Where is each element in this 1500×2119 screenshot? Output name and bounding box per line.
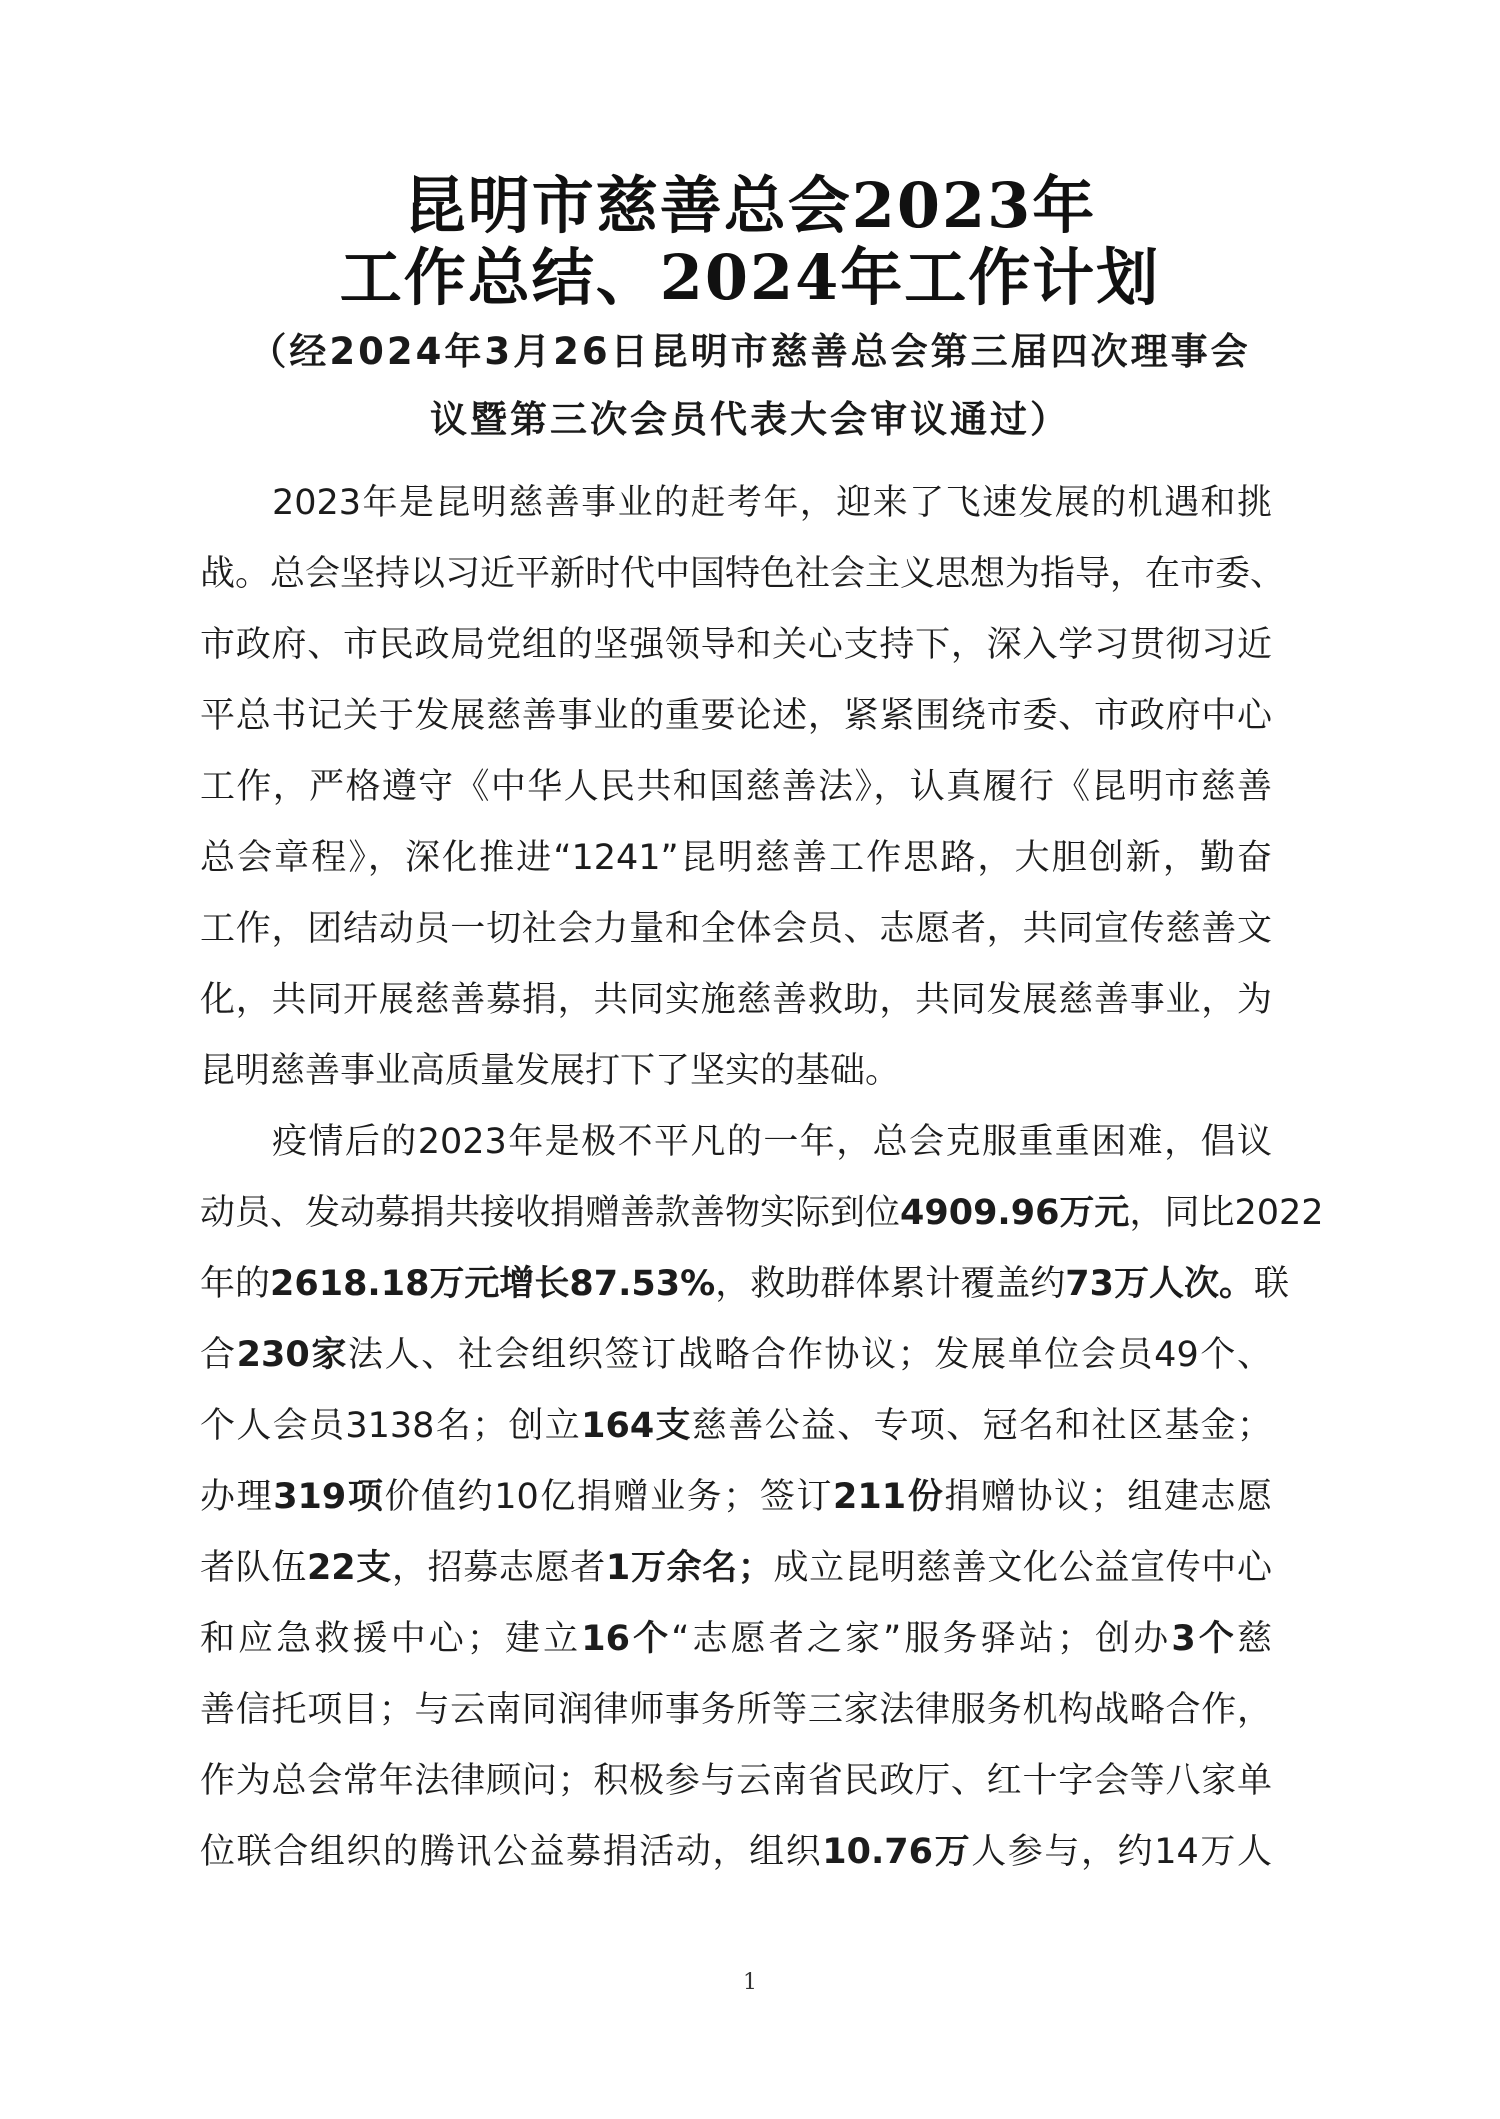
text-run: 合 bbox=[200, 1335, 237, 1375]
highlight-figure: 1万余名； bbox=[605, 1548, 773, 1588]
text-line: 总会章程》，深化推进“1241”昆明慈善工作思路，大胆创新，勤奋 bbox=[200, 838, 1272, 878]
text-line bbox=[0, 1178, 1500, 1249]
highlight-figure: 319项 bbox=[273, 1477, 385, 1517]
text-run: 人参与，约14万人 bbox=[971, 1832, 1272, 1872]
text-run: 价值约10亿捐赠业务；签订 bbox=[384, 1477, 834, 1517]
text-line: 疫情后的2023年是极不平凡的一年，总会克服重重困难，倡议 bbox=[272, 1122, 1272, 1162]
text-run: “志愿者之家”服务驿站；创办 bbox=[671, 1619, 1172, 1659]
text-line: 善信托项目；与云南同润律师事务所等三家法律服务机构战略合作， bbox=[200, 1690, 1272, 1730]
text-run: 办理 bbox=[200, 1477, 274, 1517]
text-line: 2023年是昆明慈善事业的赶考年，迎来了飞速发展的机遇和挑 bbox=[272, 483, 1272, 523]
subtitle-line-1: （经2024年3月26日昆明市慈善总会第三届四次理事会 bbox=[249, 330, 1251, 373]
highlight-figure: 164支 bbox=[581, 1406, 692, 1446]
text-run: 位联合组织的腾讯公益募捐活动，组织 bbox=[200, 1832, 823, 1872]
text-line: 工作，团结动员一切社会力量和全体会员、志愿者，共同宣传慈善文 bbox=[200, 909, 1272, 949]
subtitle-line-2: 议暨第三次会员代表大会审议通过） bbox=[430, 398, 1070, 441]
title-line-1: 昆明市慈善总会2023年 bbox=[403, 169, 1097, 242]
text-line bbox=[0, 1391, 1500, 1462]
text-line bbox=[0, 1533, 1500, 1604]
page-number: 1 bbox=[743, 1970, 757, 1995]
text-line bbox=[0, 1604, 1500, 1675]
document-subtitle bbox=[0, 318, 1500, 454]
highlight-figure: 211份 bbox=[833, 1477, 945, 1517]
text-run: 者队伍 bbox=[200, 1548, 307, 1588]
document-body bbox=[0, 468, 1500, 1888]
title-line-2: 工作总结、2024年工作计划 bbox=[339, 241, 1161, 314]
text-line: 平总书记关于发展慈善事业的重要论述，紧紧围绕市委、市政府中心 bbox=[200, 696, 1272, 736]
highlight-figure: 4909.96万元 bbox=[900, 1193, 1130, 1233]
text-line bbox=[0, 1320, 1500, 1391]
text-run: 捐赠协议；组建志愿 bbox=[944, 1477, 1273, 1517]
text-run: 慈善公益、专项、冠名和社区基金； bbox=[691, 1406, 1272, 1446]
text-line: 市政府、市民政局党组的坚强领导和关心支持下，深入学习贯彻习近 bbox=[200, 625, 1272, 665]
text-line: 作为总会常年法律顾问；积极参与云南省民政厅、红十字会等八家单 bbox=[200, 1761, 1272, 1801]
text-run: 个人会员3138名；创立 bbox=[200, 1406, 582, 1446]
highlight-figure: 230家 bbox=[236, 1335, 349, 1375]
text-run: 慈 bbox=[1236, 1619, 1272, 1659]
highlight-figure: 73万人次。 bbox=[1065, 1264, 1254, 1304]
text-run: 年的 bbox=[200, 1264, 271, 1304]
paragraph-1 bbox=[0, 468, 1500, 1107]
text-line bbox=[0, 1249, 1500, 1320]
text-line: 工作，严格遵守《中华人民共和国慈善法》，认真履行《昆明市慈善 bbox=[200, 767, 1272, 807]
text-line: 战。总会坚持以习近平新时代中国特色社会主义思想为指导，在市委、 bbox=[200, 554, 1286, 594]
text-run: 联 bbox=[1253, 1264, 1289, 1304]
highlight-figure: 10.76万 bbox=[822, 1832, 972, 1872]
text-run: 法人、社会组织签订战略合作协议；发展单位会员49个、 bbox=[348, 1335, 1272, 1375]
text-run: ，救助群体累计覆盖约 bbox=[715, 1264, 1066, 1304]
text-line: 昆明慈善事业高质量发展打下了坚实的基础。 bbox=[200, 1051, 901, 1091]
paragraph-2 bbox=[0, 1107, 1500, 1888]
text-run: 和应急救援中心；建立 bbox=[200, 1619, 582, 1659]
text-line: 化，共同开展慈善募捐，共同实施慈善救助，共同发展慈善事业，为 bbox=[200, 980, 1272, 1020]
highlight-figure: 3个 bbox=[1171, 1619, 1237, 1659]
highlight-figure: 16个 bbox=[581, 1619, 672, 1659]
text-run: ，同比2022 bbox=[1129, 1193, 1324, 1233]
highlight-figure: 2618.18万元增长87.53% bbox=[270, 1264, 716, 1304]
text-run: 成立昆明慈善文化公益宣传中心 bbox=[772, 1548, 1272, 1588]
document-title bbox=[0, 170, 1500, 314]
highlight-figure: 22支 bbox=[306, 1548, 392, 1588]
text-line bbox=[0, 1817, 1500, 1888]
text-line bbox=[0, 1462, 1500, 1533]
text-run: ，招募志愿者 bbox=[391, 1548, 606, 1588]
text-run: 动员、发动募捐共接收捐赠善款善物实际到位 bbox=[200, 1193, 901, 1233]
